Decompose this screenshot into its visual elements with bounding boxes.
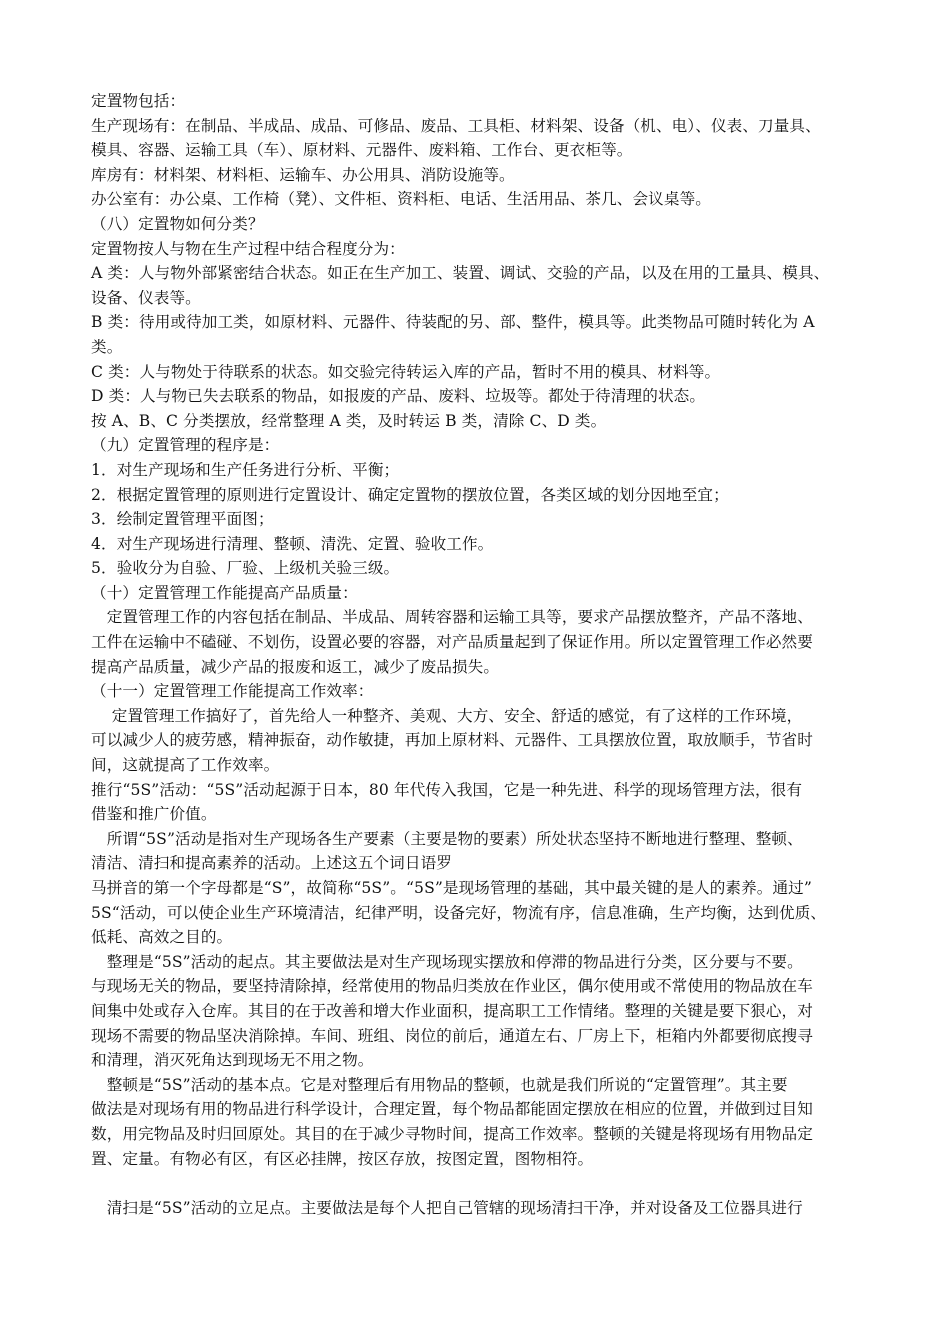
text-line: 清洁、清扫和提高素养的活动。上述这五个词日语罗 — [91, 854, 452, 873]
text-line: （十一）定置管理工作能提高工作效率： — [91, 682, 374, 701]
text-line: 间，这就提高了工作效率。 — [91, 756, 280, 775]
text-line: B 类：待用或待加工类，如原材料、元器件、待装配的另、部、整件，模具等。此类物品可随时转化为 A — [91, 313, 815, 332]
text-line: （八）定置物如何分类？ — [91, 214, 264, 233]
text-line: 2．根据定置管理的原则进行定置设计、确定定置物的摆放位置，各类区域的划分因地至宜； — [91, 485, 729, 504]
text-line: C 类：人与物处于待联系的状态。如交验完待转运入库的产品，暂时不用的模具、材料等。 — [91, 362, 721, 381]
text-line: 和清理，消灭死角达到现场无不用之物。 — [91, 1051, 374, 1070]
text-line: 模具、容器、运输工具（车）、原材料、元器件、废料箱、工作台、更衣柜等。 — [91, 141, 633, 160]
text-line: （十）定置管理工作能提高产品质量： — [91, 583, 358, 602]
text-line: 定置物包括： — [91, 92, 186, 110]
text-line: 整理是“5S”活动的起点。其主要做法是对生产现场现实摆放和停滞的物品进行分类，区分要与不要。 — [91, 952, 803, 971]
text-line: 类。 — [91, 337, 123, 356]
text-line: 提高产品质量，减少产品的报废和返工，减少了废品损失。 — [91, 657, 500, 676]
text-line — [91, 1171, 863, 1196]
text-line: 做法是对现场有用的物品进行科学设计，合理定置，每个物品都能固定摆放在相应的位置，并做到过目知 — [91, 1100, 813, 1119]
text-line: A 类：人与物外部紧密结合状态。如正在生产加工、装置、调试、交验的产品，以及在用的工量具、模具、 — [91, 264, 830, 283]
text-line: 库房有：材料架、材料柜、运输车、办公用具、消防设施等。 — [91, 165, 515, 184]
text-line: 所谓“5S”活动是指对生产现场各生产要素（主要是物的要素）所处状态坚持不断地进行整理、整顿、 — [91, 829, 803, 848]
text-line: 1．对生产现场和生产任务进行分析、平衡； — [91, 460, 400, 479]
document-page — [91, 89, 863, 1220]
text-line: 按 A、B、C 分类摆放，经常整理 A 类，及时转运 B 类，清除 C、D 类。 — [91, 411, 607, 430]
text-line: 推行“5S”活动：“5S”活动起源于日本，80 年代传入我国，它是一种先进、科学的现场管理方法，很有 — [91, 780, 803, 799]
text-line: 办公室有：办公桌、工作椅（凳）、文件柜、资料柜、电话、生活用品、茶几、会议桌等。 — [91, 190, 711, 209]
text-line: 4．对生产现场进行清理、整顿、清洗、定置、验收工作。 — [91, 534, 494, 553]
text-line: 定置管理工作搞好了，首先给人一种整齐、美观、大方、安全、舒适的感觉，有了这样的工作环境， — [91, 706, 803, 725]
text-line: 低耗、高效之目的。 — [91, 928, 233, 947]
text-line: D 类：人与物已失去联系的物品，如报废的产品、废料、垃圾等。都处于待清理的状态。 — [91, 387, 706, 406]
text-line: 数，用完物品及时归回原处。其目的在于减少寻物时间，提高工作效率。整顿的关键是将现场有用物品定 — [91, 1124, 813, 1143]
text-line: 定置物按人与物在生产过程中结合程度分为： — [91, 239, 405, 258]
text-line: 现场不需要的物品坚决消除掉。车间、班组、岗位的前后，通道左右、厂房上下，柜箱内外都要彻底搜寻 — [91, 1026, 813, 1045]
text-line: 清扫是“5S”活动的立足点。主要做法是每个人把自己管辖的现场清扫干净，并对设备及工位器具进行 — [91, 1198, 803, 1217]
text-line: 马拼音的第一个字母都是“S”，故简称“5S”。“5S”是现场管理的基础，其中最关键的是人的素养。通过” — [91, 879, 812, 897]
text-line: 间集中处或存入仓库。其目的在于改善和增大作业面积，提高职工工作情绪。整理的关键是要下狠心，对 — [91, 1001, 813, 1020]
text-line: 可以减少人的疲劳感，精神振奋，动作敏捷，再加上原材料、元器件、工具摆放位置，取放顺手，节省时 — [91, 731, 813, 750]
text-line: 设备、仪表等。 — [91, 288, 201, 307]
text-line: 整顿是“5S”活动的基本点。它是对整理后有用物品的整顿，也就是我们所说的“定置管理”。其主要 — [91, 1075, 788, 1094]
text-line: 生产现场有：在制品、半成品、成品、可修品、废品、工具柜、材料架、设备（机、电）、仪表、刀量具、 — [91, 116, 821, 135]
text-line: 定置管理工作的内容包括在制品、半成品、周转容器和运输工具等，要求产品摆放整齐，产品不落地、 — [91, 608, 813, 627]
text-line: 5S“活动，可以使企业生产环境清洁，纪律严明，设备完好，物流有序，信息准确，生产均衡，达到优质、 — [91, 903, 827, 922]
text-line: 与现场无关的物品，要坚持清除掉，经常使用的物品归类放在作业区，偶尔使用或不常使用的物品放在车 — [91, 977, 813, 996]
text-line: （九）定置管理的程序是： — [91, 436, 280, 455]
text-line: 工件在运输中不磕碰、不划伤，设置必要的容器，对产品质量起到了保证作用。所以定置管理工作必然要 — [91, 633, 813, 652]
text-line: 置、定量。有物必有区，有区必挂牌，按区存放，按图定置，图物相符。 — [91, 1149, 594, 1168]
text-line: 5．验收分为自验、厂验、上级机关验三级。 — [91, 559, 400, 578]
text-line: 借鉴和推广价值。 — [91, 805, 217, 824]
text-line: 3．绘制定置管理平面图； — [91, 510, 274, 529]
